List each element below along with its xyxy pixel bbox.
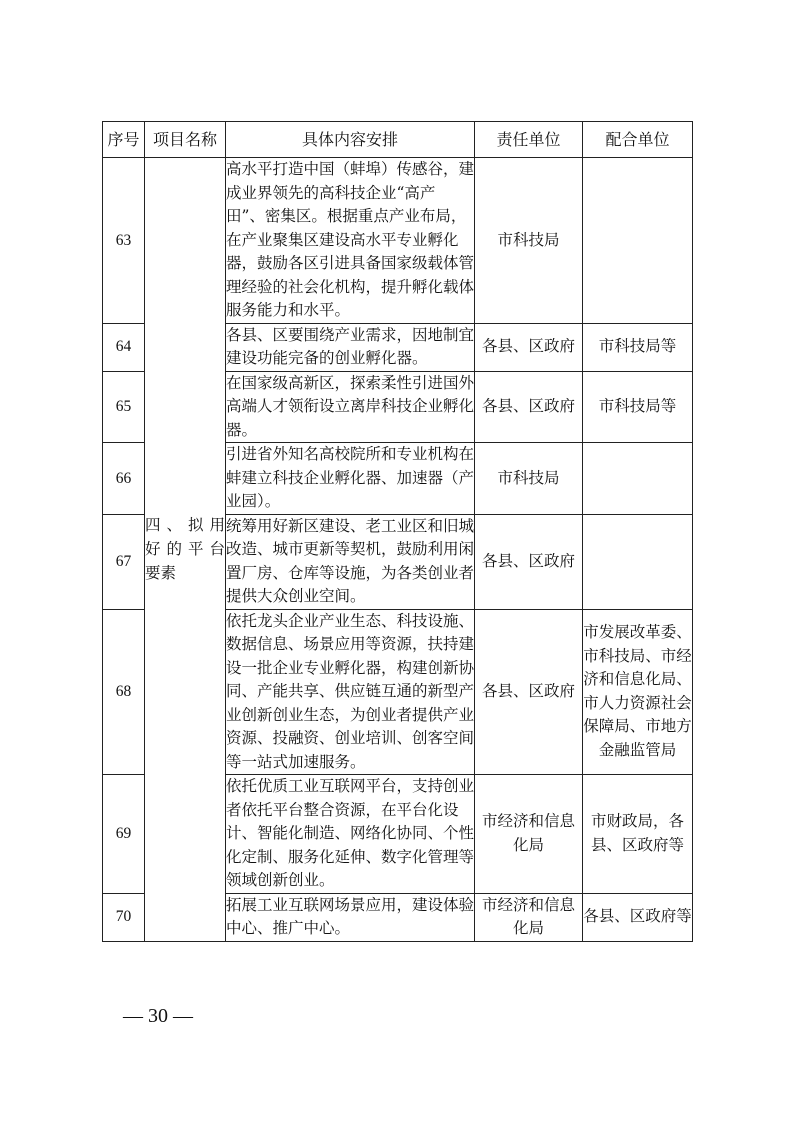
row-responsible: 市科技局 <box>475 443 583 515</box>
row-cooperating: 市财政局，各县、区政府等 <box>583 775 693 894</box>
row-content: 统筹用好新区建设、老工业区和旧城改造、城市更新等契机，鼓励利用闲置厂房、仓库等设施，为各类创业者提供大众创业空间。 <box>226 514 475 609</box>
page-number: — 30 — <box>123 1005 193 1027</box>
row-number: 66 <box>103 443 145 515</box>
row-responsible: 各县、区政府 <box>475 371 583 443</box>
row-content: 高水平打造中国（蚌埠）传感谷，建成业界领先的高科技企业“高产田”、密集区。根据重点产业布局，在产业聚集区建设高水平专业孵化器，鼓励各区引进具备国家级载体管理经验的社会化机构，提升孵化载体服务能力和水平。 <box>226 158 475 324</box>
row-responsible: 各县、区政府 <box>475 514 583 609</box>
row-content: 依托龙头企业产业生态、科技设施、数据信息、场景应用等资源，扶持建设一批企业专业孵化器，构建创新协同、产能共享、供应链互通的新型产业创新创业生态，为创业者提供产业资源、投融资、创业培训、创客空间等一站式加速服务。 <box>226 609 475 775</box>
row-cooperating: 市发展改革委、市科技局、市经济和信息化局、市人力资源社会保障局、市地方金融监管局 <box>583 609 693 775</box>
category-line: 要素 <box>145 564 177 583</box>
row-responsible: 市科技局 <box>475 158 583 324</box>
row-number: 70 <box>103 893 145 941</box>
row-cooperating <box>583 158 693 324</box>
header-project-name: 项目名称 <box>145 122 226 158</box>
row-cooperating: 各县、区政府等 <box>583 893 693 941</box>
row-content: 依托优质工业互联网平台，支持创业者依托平台整合资源，在平台化设计、智能化制造、网络化协同、个性化定制、服务化延伸、数字化管理等领域创新创业。 <box>226 775 475 894</box>
row-number: 69 <box>103 775 145 894</box>
row-number: 63 <box>103 158 145 324</box>
row-responsible: 各县、区政府 <box>475 323 583 371</box>
row-responsible: 市经济和信息化局 <box>475 775 583 894</box>
header-serial: 序号 <box>103 122 145 158</box>
row-content: 在国家级高新区，探索柔性引进国外高端人才领衔设立离岸科技企业孵化器。 <box>226 371 475 443</box>
header-responsible: 责任单位 <box>475 122 583 158</box>
row-cooperating: 市科技局等 <box>583 323 693 371</box>
row-cooperating <box>583 443 693 515</box>
row-number: 64 <box>103 323 145 371</box>
table-row <box>103 158 693 324</box>
header-content: 具体内容安排 <box>226 122 475 158</box>
row-responsible: 市经济和信息化局 <box>475 893 583 941</box>
category-line: 好的平台 <box>145 540 225 559</box>
row-number: 68 <box>103 609 145 775</box>
table-header-row <box>103 122 693 158</box>
row-content: 引进省外知名高校院所和专业机构在蚌建立科技企业孵化器、加速器（产业园）。 <box>226 443 475 515</box>
row-responsible: 各县、区政府 <box>475 609 583 775</box>
category-line: 四、拟用 <box>145 516 225 535</box>
header-cooperating: 配合单位 <box>583 122 693 158</box>
row-content: 拓展工业互联网场景应用，建设体验中心、推广中心。 <box>226 893 475 941</box>
row-number: 67 <box>103 514 145 609</box>
row-cooperating <box>583 514 693 609</box>
row-number: 65 <box>103 371 145 443</box>
category-cell <box>145 158 226 942</box>
row-content: 各县、区要围绕产业需求，因地制宜建设功能完备的创业孵化器。 <box>226 323 475 371</box>
row-cooperating: 市科技局等 <box>583 371 693 443</box>
project-table <box>102 121 693 942</box>
